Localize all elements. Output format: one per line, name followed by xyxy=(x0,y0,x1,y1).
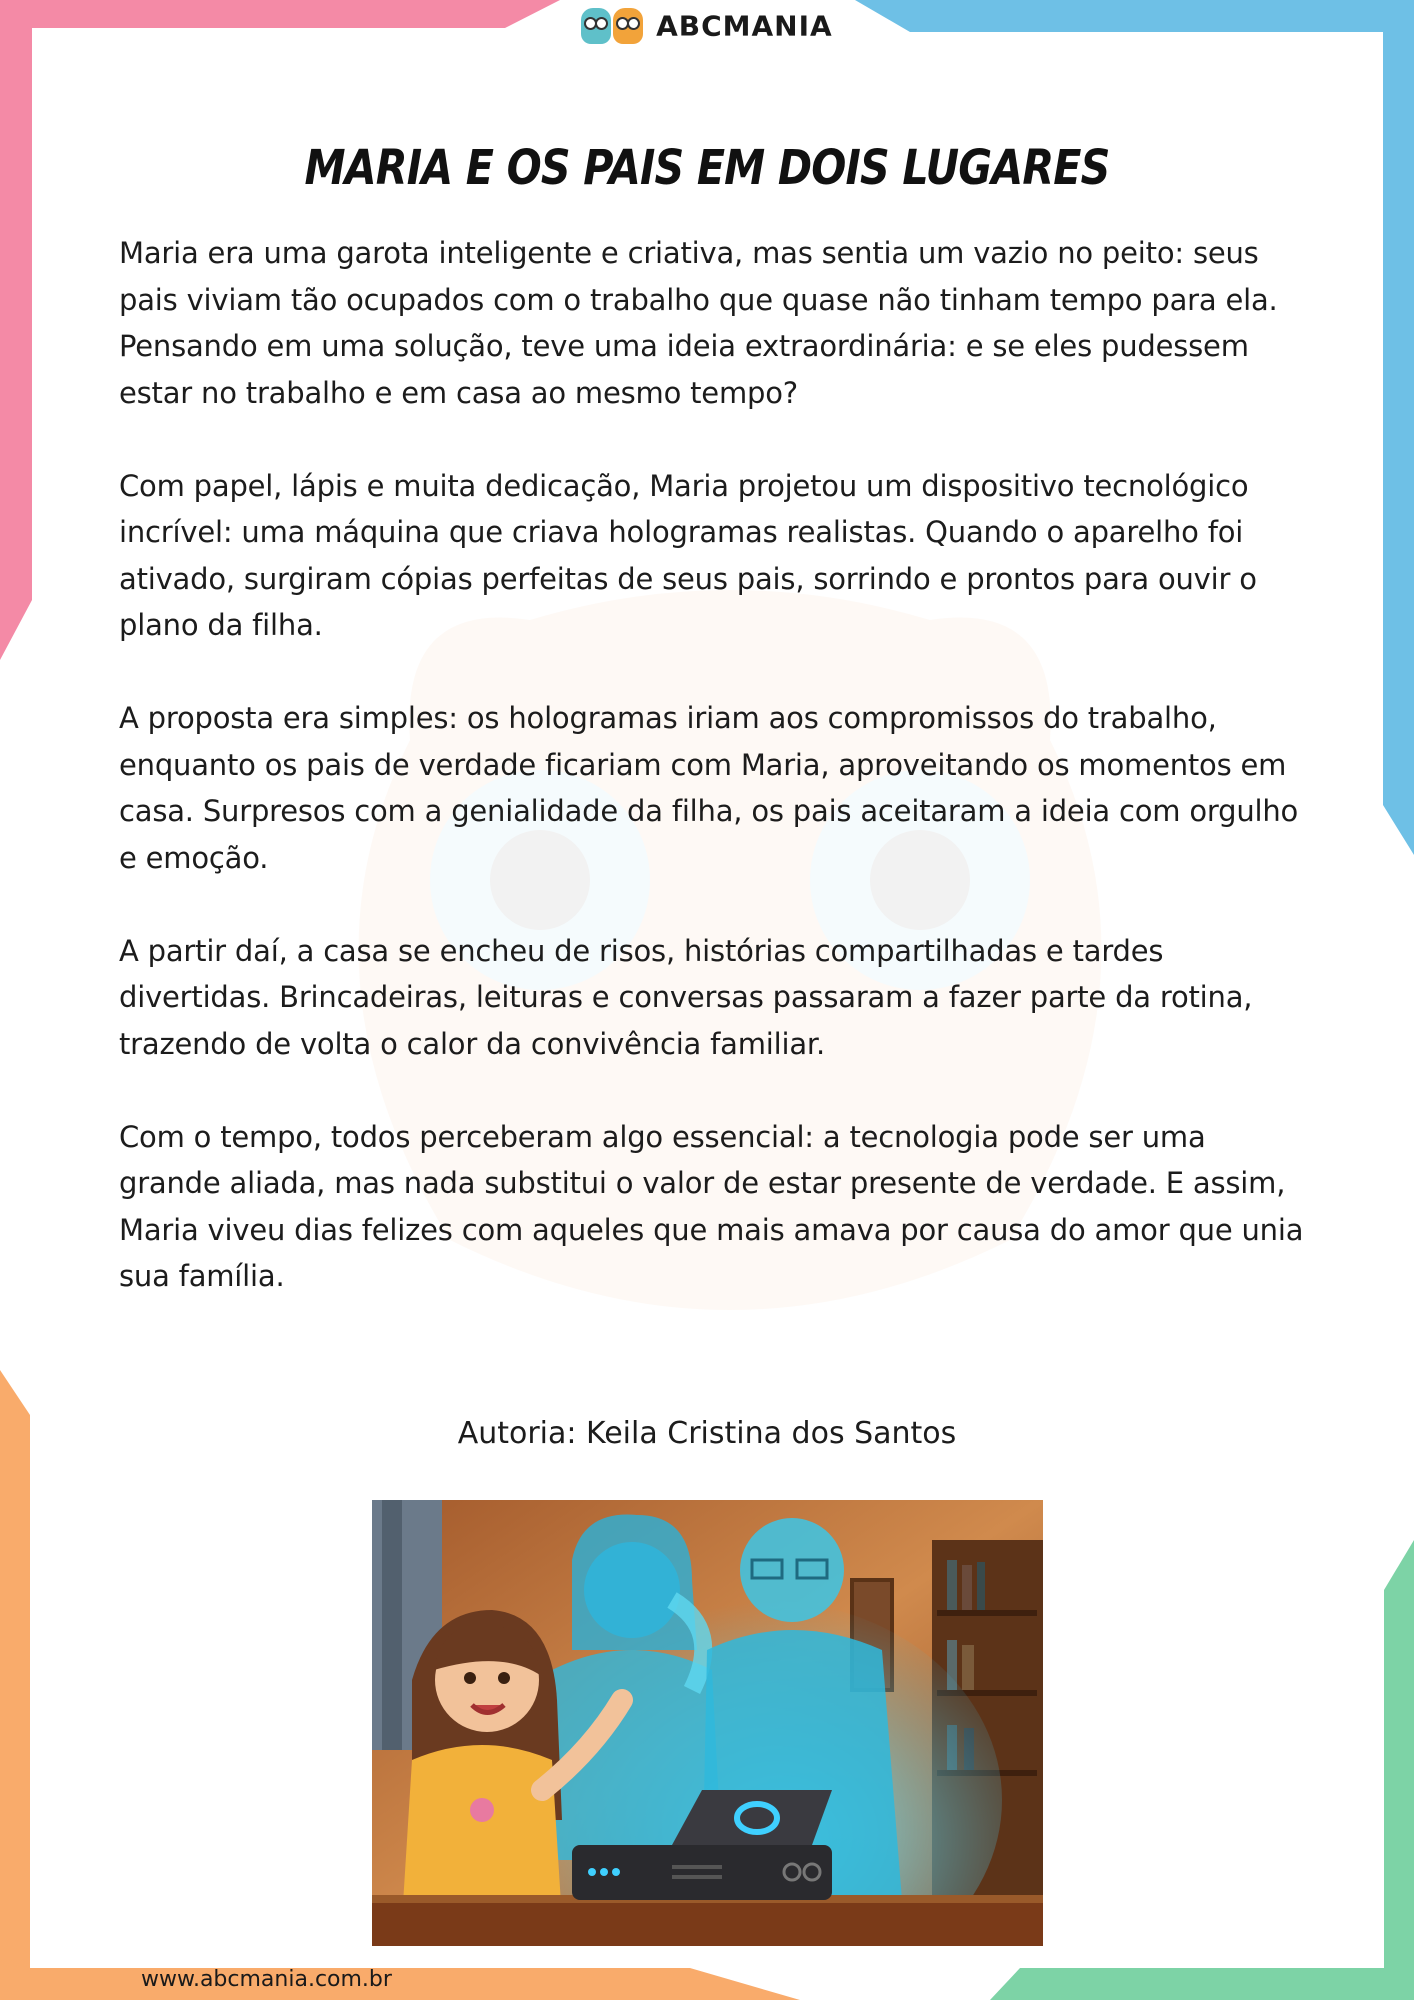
story-paragraph: A partir daí, a casa se encheu de risos, histórias compartilhadas e tardes divertidas. Brincadeiras, leituras e conversas passaram a fazer parte da rotina, trazendo de volta o calor da convivência familiar. xyxy=(119,933,1253,1061)
story-illustration xyxy=(372,1500,1043,1946)
story-title: MARIA E OS PAIS EM DOIS LUGARES xyxy=(304,140,1110,196)
story-body xyxy=(119,230,1309,1346)
logo-text: ABCMANIA xyxy=(656,9,833,43)
website-link[interactable]: www.abcmania.com.br xyxy=(141,1967,392,1992)
brand-logo xyxy=(0,8,1414,44)
story-paragraph: Maria era uma garota inteligente e criativa, mas sentia um vazio no peito: seus pais viviam tão ocupados com o trabalho que quase não tinham tempo para ela. Pensando em uma solução, teve uma ideia extraordinária: e se eles pudessem estar no trabalho e em casa ao mesmo tempo? xyxy=(119,236,1278,410)
owl-icon xyxy=(581,8,611,44)
story-paragraph: Com o tempo, todos perceberam algo essencial: a tecnologia pode ser uma grande aliada, mas nada substitui o valor de estar presente de verdade. E assim, Maria viveu dias felizes com aqueles que mais amava por causa do amor que unia sua família. xyxy=(119,1119,1304,1293)
owl-icon xyxy=(613,8,643,44)
story-paragraph: Com papel, lápis e muita dedicação, Maria projetou um dispositivo tecnológico incrível: uma máquina que criava hologramas realistas. Quando o aparelho foi ativado, surgiram cópias perfeitas de seus pais, sorrindo e prontos para ouvir o plano da filha. xyxy=(119,468,1257,642)
story-author: Autoria: Keila Cristina dos Santos xyxy=(457,1416,957,1451)
story-paragraph: A proposta era simples: os hologramas iriam aos compromissos do trabalho, enquanto os pais de verdade ficariam com Maria, aproveitando os momentos em casa. Surpresos com a genialidade da filha, os pais aceitaram a ideia com orgulho e emoção. xyxy=(119,701,1299,875)
hologram-family-illustration xyxy=(372,1500,1043,1946)
